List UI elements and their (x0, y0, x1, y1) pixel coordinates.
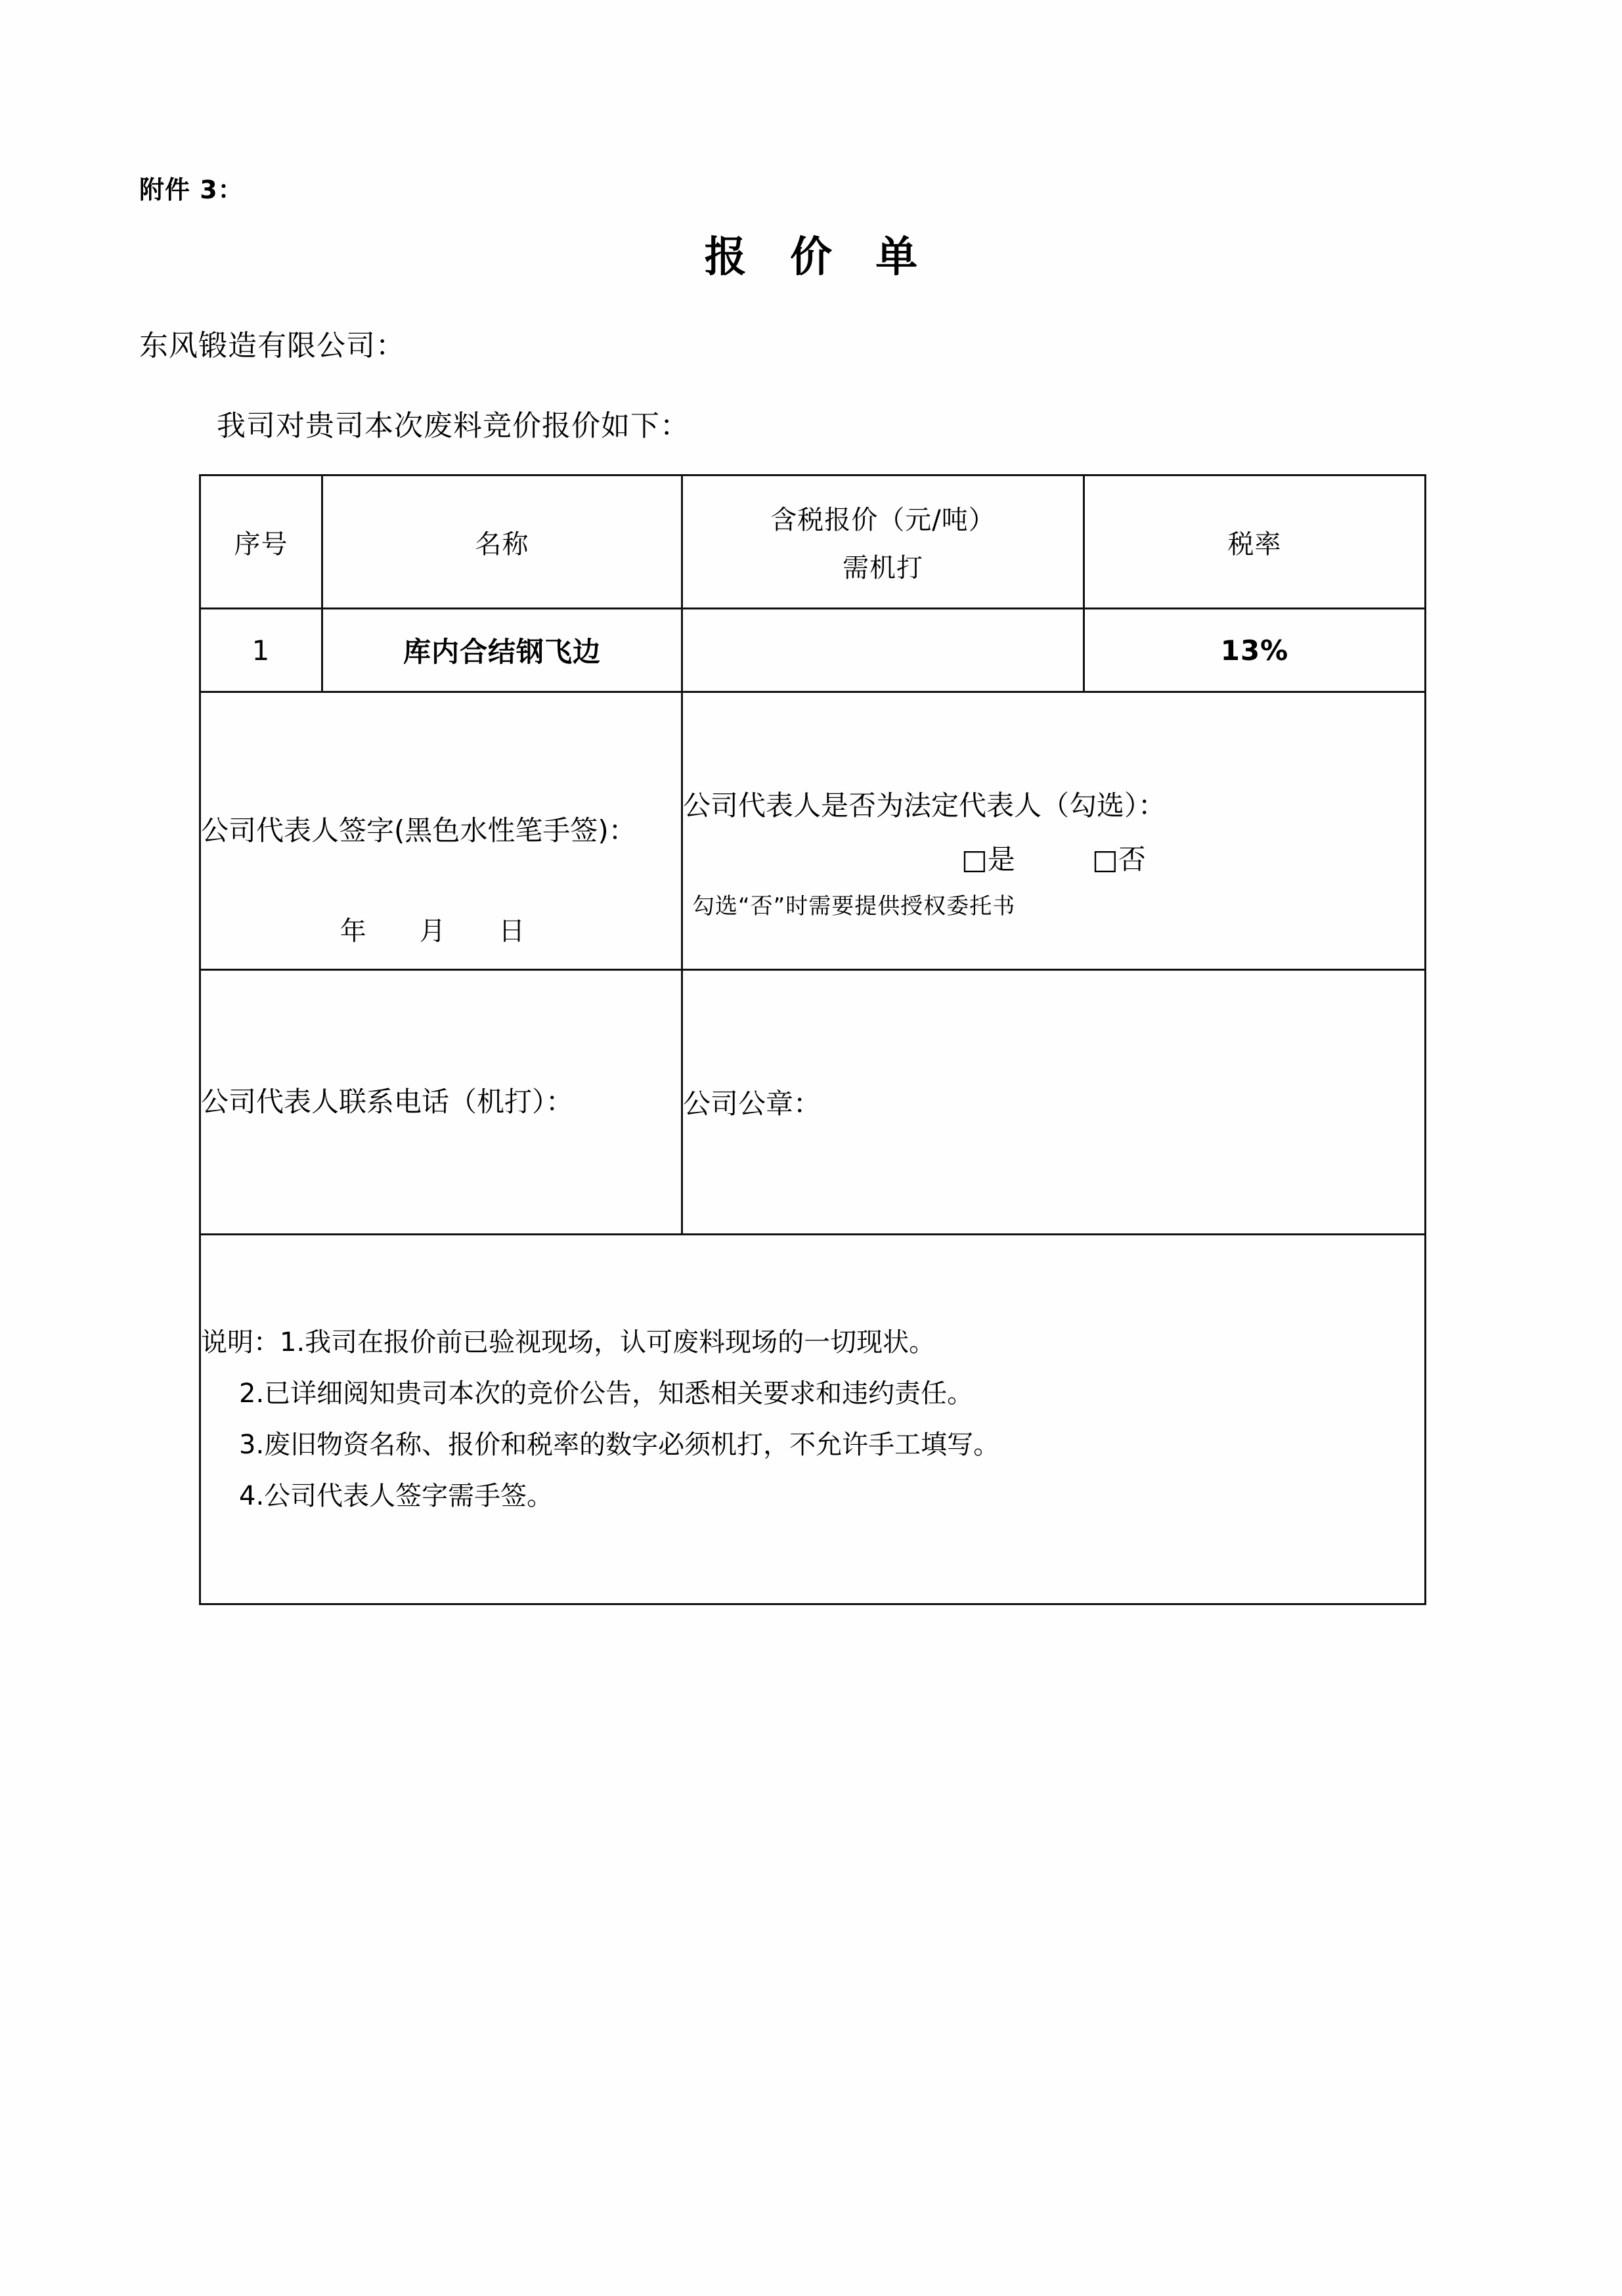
attachment-label: 附件 3： (139, 175, 244, 204)
note-line-1: 说明：1.我司在报价前已验视现场，认可废料现场的一切现状。 (201, 1327, 936, 1358)
note-line-3: 3.废旧物资名称、报价和税率的数字必须机打，不允许手工填写。 (239, 1430, 1000, 1460)
checkbox-yes[interactable]: □是 (961, 843, 1015, 875)
company-seal-cell[interactable] (682, 970, 1426, 1235)
cell-material-name: 库内合结钢飞边 (322, 609, 682, 692)
phone-cell[interactable] (200, 970, 682, 1235)
column-header-price-line1: 含税报价（元/吨） (770, 505, 996, 535)
column-header-seq: 序号 (200, 475, 322, 609)
cell-price-input[interactable] (682, 609, 1084, 692)
intro-line: 我司对贵司本次废料竞价报价如下： (217, 409, 690, 443)
addressee-line: 东风锻造有限公司： (139, 329, 405, 363)
legal-rep-question: 公司代表人是否为法定代表人（勾选）： (683, 789, 1166, 822)
table-header-row (200, 475, 1426, 609)
company-seal-label: 公司公章： (683, 1088, 822, 1120)
signature-label: 公司代表人签字(黑色水性笔手签)： (201, 814, 636, 847)
notes-row (200, 1235, 1426, 1604)
page-title: 报 价 单 (704, 233, 932, 282)
note-line-4: 4.公司代表人签字需手签。 (239, 1481, 554, 1511)
legal-rep-note: 勾选“否”时需要提供授权委托书 (692, 893, 1016, 919)
contact-row (200, 970, 1426, 1235)
signature-row (200, 692, 1426, 970)
quotation-table (199, 474, 1426, 1605)
checkbox-no[interactable]: □否 (1092, 843, 1146, 875)
legal-rep-cell[interactable] (682, 692, 1426, 970)
column-header-tax-rate: 税率 (1084, 475, 1426, 609)
table-row (200, 609, 1426, 692)
column-header-name: 名称 (322, 475, 682, 609)
phone-label: 公司代表人联系电话（机打）： (201, 1086, 574, 1118)
signature-date-line: 年 月 日 (340, 916, 548, 946)
signature-cell[interactable] (200, 692, 682, 970)
legal-rep-checkbox-group[interactable] (683, 838, 1424, 877)
cell-tax-rate: 13% (1084, 609, 1426, 692)
column-header-price (682, 475, 1084, 609)
note-line-2: 2.已详细阅知贵司本次的竞价公告，知悉相关要求和违约责任。 (239, 1379, 974, 1409)
cell-seq: 1 (200, 609, 322, 692)
column-header-price-line2: 需机打 (843, 553, 923, 583)
notes-cell (200, 1235, 1426, 1604)
